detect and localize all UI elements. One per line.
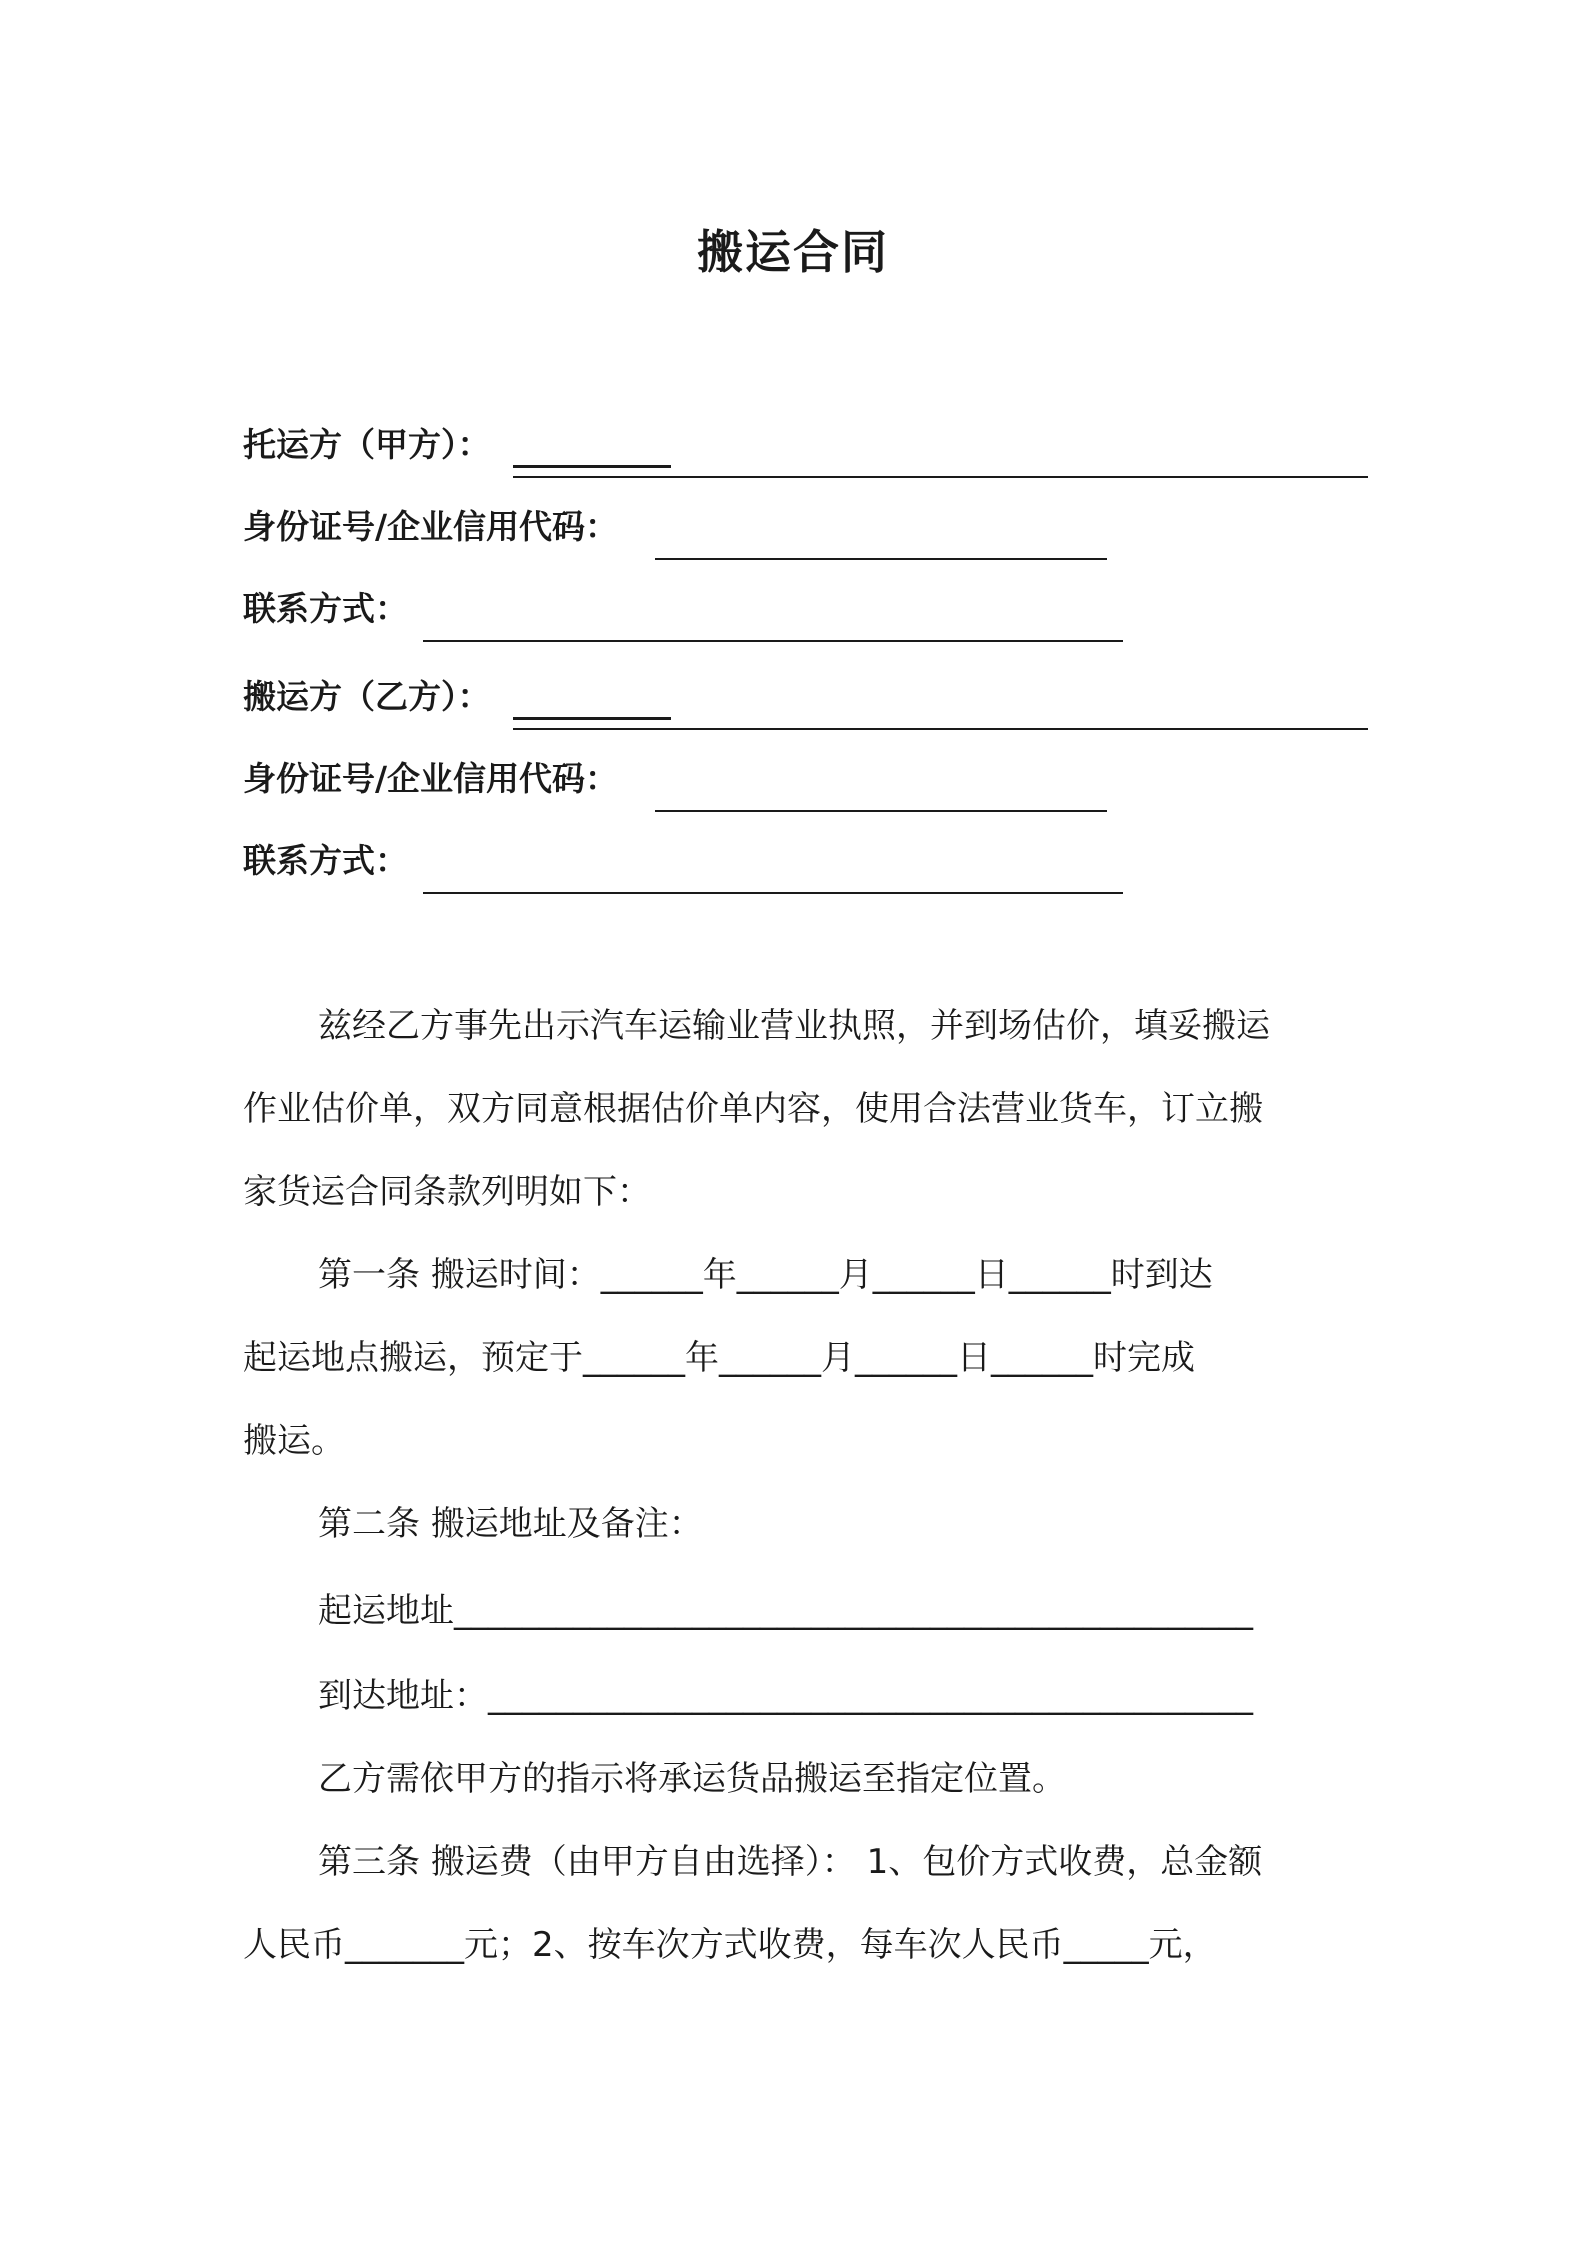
party-a-contact-field[interactable] — [423, 640, 1123, 642]
article-2-heading: 第二条 搬运地址及备注： — [318, 1504, 703, 1544]
party-b-name-field[interactable] — [513, 728, 1368, 730]
party-b-id-row — [243, 752, 1143, 802]
article-1-line-3: 搬运。 — [243, 1421, 345, 1461]
party-b-instruction: 乙方需依甲方的指示将承运货品搬运至指定位置。 — [318, 1759, 1066, 1799]
intro-line-1: 兹经乙方事先出示汽车运输业营业执照，并到场估价，填妥搬运 — [318, 1006, 1270, 1046]
destination-address-line: 到达地址：_____________________________________________ — [318, 1676, 1253, 1716]
article-3-line-1: 第三条 搬运费（由甲方自由选择）： 1、包价方式收费，总金额 — [318, 1842, 1263, 1882]
party-a-name-label: 托运方（甲方）： — [243, 425, 491, 464]
party-b-name-row — [243, 670, 1143, 720]
party-a-name-field[interactable] — [513, 476, 1368, 478]
party-b-name-short-underline — [513, 717, 671, 720]
party-b-contact-row — [243, 834, 1143, 884]
party-a-name-short-underline — [513, 465, 671, 468]
intro-line-3: 家货运合同条款列明如下： — [243, 1172, 651, 1212]
article-3-line-2: 人民币_______元；2、按车次方式收费，每车次人民币_____元， — [243, 1925, 1217, 1965]
party-b-name-label: 搬运方（乙方）： — [243, 677, 491, 716]
party-b-id-label: 身份证号/企业信用代码： — [243, 759, 619, 798]
article-1-line-2: 起运地点搬运，预定于______年______月______日______时完成 — [243, 1338, 1195, 1378]
party-b-contact-field[interactable] — [423, 892, 1123, 894]
party-a-id-label: 身份证号/企业信用代码： — [243, 507, 619, 546]
party-a-id-field[interactable] — [655, 558, 1107, 560]
party-b-contact-label: 联系方式： — [243, 841, 408, 880]
article-1-line-1: 第一条 搬运时间：______年______月______日______时到达 — [318, 1255, 1213, 1295]
party-a-id-row — [243, 500, 1143, 550]
intro-line-2: 作业估价单，双方同意根据估价单内容，使用合法营业货车，订立搬 — [243, 1089, 1263, 1129]
party-a-contact-label: 联系方式： — [243, 589, 408, 628]
party-b-id-field[interactable] — [655, 810, 1107, 812]
contract-title: 搬运合同 — [697, 225, 889, 279]
origin-address-line: 起运地址_______________________________________________ — [318, 1591, 1253, 1631]
party-a-name-row — [243, 418, 1143, 468]
party-a-contact-row — [243, 582, 1143, 632]
